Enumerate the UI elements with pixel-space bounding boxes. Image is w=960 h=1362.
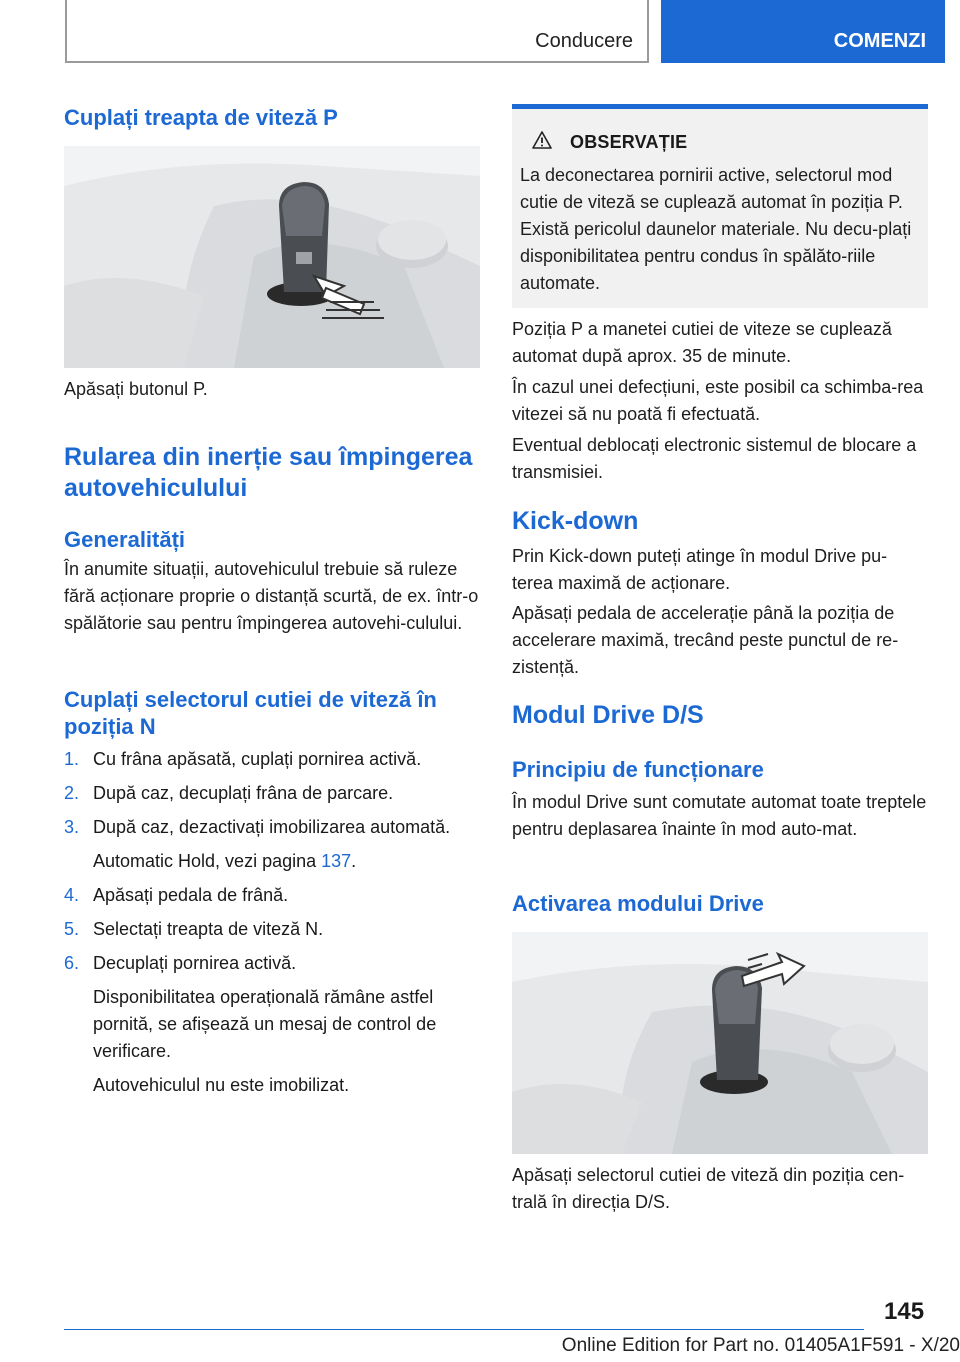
notice-box <box>512 104 928 308</box>
paragraph-malfunction: În cazul unei defecțiuni, este posibil ca schimba-rea vitezei să nu poată fi efectuată. <box>512 377 924 424</box>
heading-select-n: Cuplați selectorul cutiei de viteză în poziția N <box>64 687 437 739</box>
step-3-detail <box>64 848 480 875</box>
notice-text: La deconectarea pornirii active, selectorul mod cutie de viteză se cuplează automat în poziția P. Există pericolul daunelor materiale. Nu decu-plați disponibilitatea pentru condus în spălăto-riile automate. <box>520 165 912 293</box>
step-3-detail-end: . <box>351 851 357 871</box>
step-text: Cu frâna apăsată, cuplați pornirea activă. <box>93 749 422 769</box>
heading-coasting: Rularea din inerție sau împingerea autovehiculului <box>64 443 473 502</box>
paragraph-unlock: Eventual deblocați electronic sistemul de blocare a transmisiei. <box>512 435 917 482</box>
heading-activate-drive: Activarea modului Drive <box>512 891 764 916</box>
notice-title: OBSERVAȚIE <box>570 132 688 152</box>
list-item <box>64 882 480 909</box>
heading-general: Generalități <box>64 527 186 552</box>
caption-drive: Apăsați selectorul cutiei de viteză din poziția cen-trală în direcția D/S. <box>512 1165 905 1212</box>
step-6-detail-2: Autovehiculul nu este imobilizat. <box>93 1075 350 1095</box>
paragraph-auto-p: Poziția P a manetei cutiei de viteze se cuplează automat după aprox. 35 de minute. <box>512 319 892 366</box>
step-number: 3. <box>64 817 80 837</box>
step-text: Decuplați pornirea activă. <box>93 953 297 973</box>
page-number: 145 <box>884 1298 925 1325</box>
heading-gear-p: Cuplați treapta de viteză P <box>64 105 338 130</box>
list-item <box>64 780 480 807</box>
steps-list <box>64 746 480 1099</box>
drive-selector-illustration <box>512 932 928 1154</box>
step-number: 4. <box>64 885 80 905</box>
chapter-tab <box>661 0 945 63</box>
heading-principle: Principiu de funcționare <box>512 757 764 782</box>
step-text: După caz, decuplați frâna de parcare. <box>93 783 394 803</box>
step-number: 6. <box>64 953 80 973</box>
gear-selector-illustration <box>64 146 480 368</box>
principle-text: În modul Drive sunt comutate automat toate treptele pentru deplasarea înainte în mod auto-mat. <box>512 792 927 839</box>
list-item <box>64 814 480 841</box>
step-text: Selectați treapta de viteză N. <box>93 919 324 939</box>
step-number: 2. <box>64 783 80 803</box>
list-item <box>64 916 480 943</box>
chapter-tab-label: COMENZI <box>833 30 926 52</box>
section-title: Conducere <box>535 30 633 52</box>
kick-down-text-2: Apăsați pedala de accelerație până la poziția de accelerare maximă, trecând peste punctul de re-zistență. <box>512 603 899 677</box>
footer-divider <box>64 1329 864 1330</box>
figure-gear-selector-drive <box>512 932 928 1154</box>
kick-down-text-1: Prin Kick-down puteți atinge în modul Drive pu-terea maximă de acționare. <box>512 546 888 593</box>
footer-edition: Online Edition for Part no. 01405A1F591 - X/20 <box>561 1335 960 1356</box>
step-6-detail: Disponibilitatea operațională rămâne astfel pornită, se afișează un mesaj de control de verificare. <box>93 987 437 1061</box>
heading-kick-down: Kick-down <box>512 507 639 535</box>
step-number: 1. <box>64 749 80 769</box>
page-link[interactable]: 137 <box>321 851 352 871</box>
step-number: 5. <box>64 919 80 939</box>
step-3-detail-text: Automatic Hold, vezi pagina <box>93 851 322 871</box>
list-item <box>64 746 480 773</box>
running-header <box>65 0 649 63</box>
list-item <box>64 950 480 977</box>
step-text: După caz, dezactivați imobilizarea automată. <box>93 817 451 837</box>
warning-icon <box>532 131 552 154</box>
caption-gear-p: Apăsați butonul P. <box>64 379 208 399</box>
step-text: Apăsați pedala de frână. <box>93 885 289 905</box>
notice-header <box>520 131 920 154</box>
figure-gear-selector-p <box>64 146 480 368</box>
general-text: În anumite situații, autovehiculul trebuie să ruleze fără acționare proprie o distanță scurtă, de ex. într-o spălătorie sau pentru împingerea autovehi-culului. <box>64 559 479 633</box>
heading-drive-mode: Modul Drive D/S <box>512 701 704 729</box>
